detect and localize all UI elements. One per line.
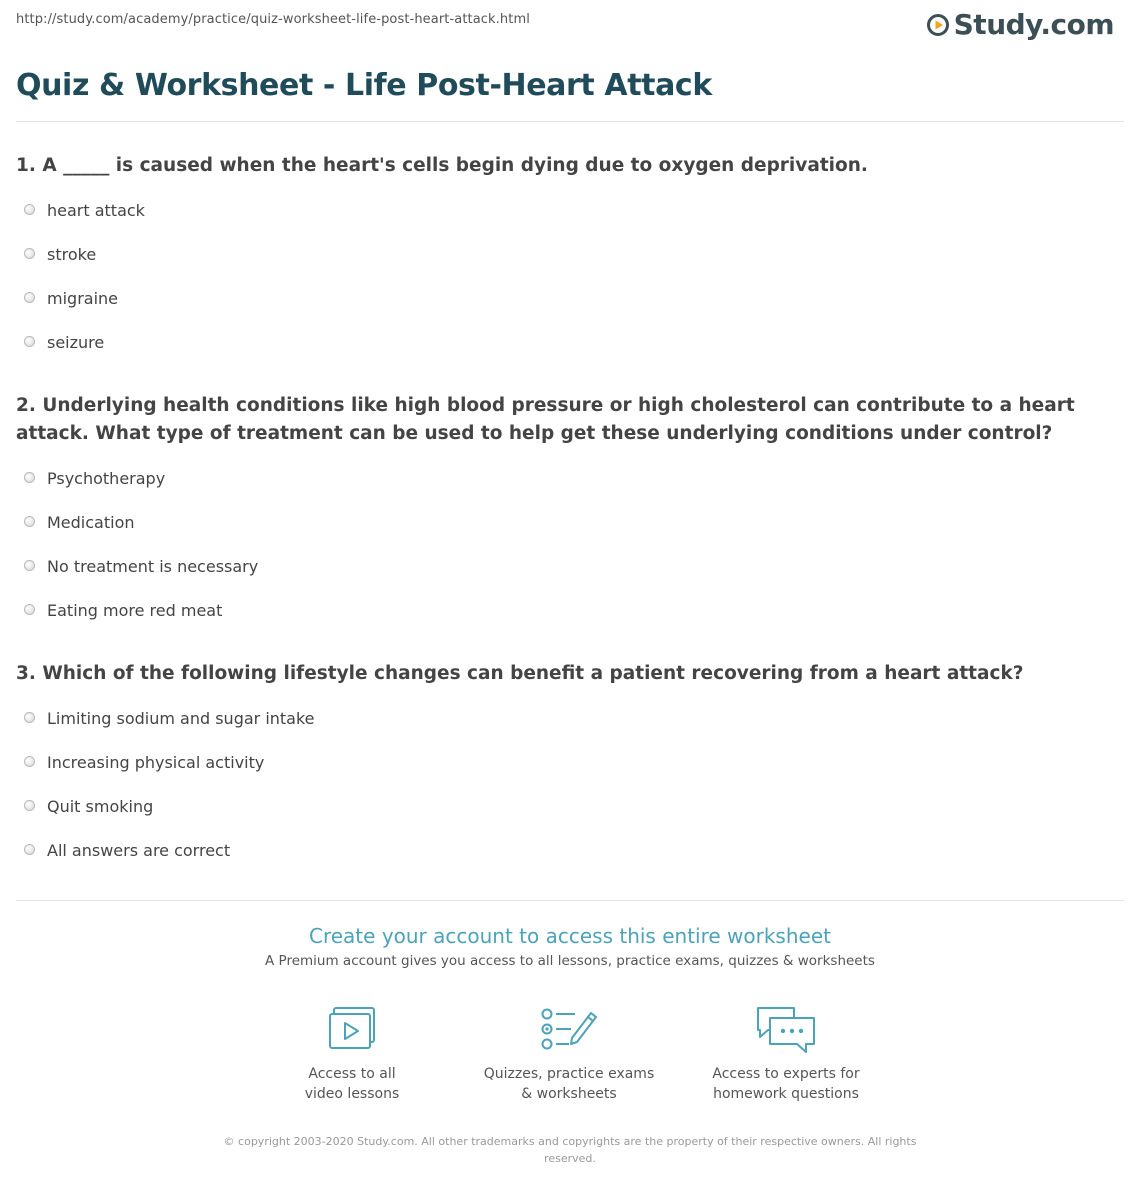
feature-experts xyxy=(686,1004,886,1104)
question-3: 3. Which of the following lifestyle changes can benefit a patient recovering from a heart attack? xyxy=(16,663,1024,684)
chat-bubbles-icon xyxy=(754,1004,818,1056)
answer-option[interactable] xyxy=(16,276,145,320)
radio-button[interactable] xyxy=(24,560,35,571)
radio-button[interactable] xyxy=(24,516,35,527)
answer-label: heart attack xyxy=(47,200,145,220)
answer-label: No treatment is necessary xyxy=(47,556,259,576)
question-2: 2. Underlying health conditions like high blood pressure or high cholesterol can contribute to a heart attack. What type of treatment can be used to help get these underlying conditions under control? xyxy=(16,395,1075,444)
radio-button[interactable] xyxy=(24,336,35,347)
feature-video-lessons xyxy=(252,1004,452,1104)
answer-option[interactable] xyxy=(16,544,258,588)
answer-option[interactable] xyxy=(16,828,315,872)
answer-option[interactable] xyxy=(16,784,315,828)
answer-option[interactable] xyxy=(16,500,258,544)
answer-label: migraine xyxy=(47,288,118,308)
radio-button[interactable] xyxy=(24,756,35,767)
radio-button[interactable] xyxy=(24,800,35,811)
feature-label: Quizzes, practice exams & worksheets xyxy=(483,1066,655,1102)
answer-option[interactable] xyxy=(16,696,315,740)
video-lessons-icon xyxy=(325,1004,379,1056)
page-title: Quiz & Worksheet - Life Post-Heart Attack xyxy=(16,68,712,103)
cta-title[interactable]: Create your account to access this entire worksheet xyxy=(309,924,831,948)
answer-label: stroke xyxy=(47,244,97,264)
quiz-checklist-icon xyxy=(539,1004,599,1056)
logo-text: Study.com xyxy=(953,8,1114,41)
cta-subtitle: A Premium account gives you access to all lessons, practice exams, quizzes & worksheets xyxy=(265,953,875,969)
cta-divider xyxy=(16,900,1124,901)
radio-button[interactable] xyxy=(24,248,35,259)
answer-label: seizure xyxy=(47,332,105,352)
answer-option[interactable] xyxy=(16,740,315,784)
answer-label: Increasing physical activity xyxy=(47,752,265,772)
radio-button[interactable] xyxy=(24,604,35,615)
question-1-options xyxy=(16,188,145,364)
answer-label: Medication xyxy=(47,512,135,532)
play-circle-icon xyxy=(926,13,950,37)
title-divider xyxy=(16,121,1124,122)
copyright-notice: © copyright 2003-2020 Study.com. All other trademarks and copyrights are the property of their respective owners. All rights reserved. xyxy=(223,1135,917,1165)
answer-option[interactable] xyxy=(16,456,258,500)
radio-button[interactable] xyxy=(24,472,35,483)
answer-label: All answers are correct xyxy=(47,840,231,860)
answer-label: Eating more red meat xyxy=(47,600,223,620)
study-logo[interactable] xyxy=(926,8,1114,41)
page-url: http://study.com/academy/practice/quiz-worksheet-life-post-heart-attack.html xyxy=(16,12,530,27)
feature-label: Access to all video lessons xyxy=(304,1066,400,1102)
radio-button[interactable] xyxy=(24,844,35,855)
radio-button[interactable] xyxy=(24,712,35,723)
question-1: 1. A _____ is caused when the heart's cells begin dying due to oxygen deprivation. xyxy=(16,155,868,176)
radio-button[interactable] xyxy=(24,292,35,303)
answer-option[interactable] xyxy=(16,188,145,232)
answer-label: Quit smoking xyxy=(47,796,154,816)
radio-button[interactable] xyxy=(24,204,35,215)
question-3-options xyxy=(16,696,315,872)
feature-label: Access to experts for homework questions xyxy=(712,1066,860,1102)
answer-label: Psychotherapy xyxy=(47,468,166,488)
answer-option[interactable] xyxy=(16,320,145,364)
answer-option[interactable] xyxy=(16,232,145,276)
feature-quizzes xyxy=(469,1004,669,1104)
question-2-options xyxy=(16,456,258,632)
answer-label: Limiting sodium and sugar intake xyxy=(47,708,315,728)
answer-option[interactable] xyxy=(16,588,258,632)
